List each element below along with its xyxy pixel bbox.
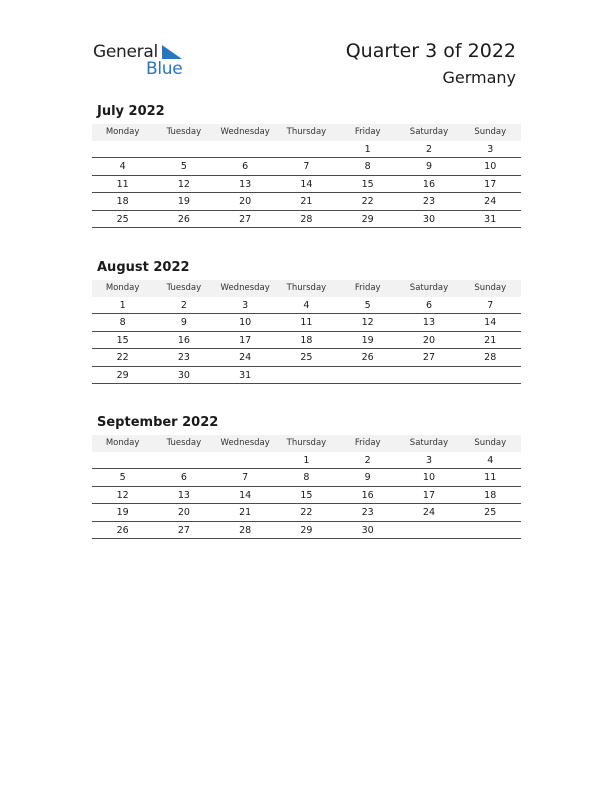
day-cell [398,367,459,383]
day-cell: 16 [422,178,435,190]
day-cell: 21 [300,196,313,208]
day-cell: 14 [239,489,252,501]
day-cell: 30 [361,524,374,536]
day-cell: 2 [425,144,432,155]
day-cell: 21 [239,507,252,519]
day-cell [92,452,153,468]
country-name: Germany [442,68,516,87]
day-cell: 1 [119,300,126,311]
month-calendar-july [92,103,521,228]
day-cell: 25 [116,213,129,225]
day-cell: 12 [116,489,129,501]
day-cell: 19 [177,196,190,208]
weekday-header-row [92,124,521,141]
day-cell: 5 [119,472,126,484]
weekday-label: Sunday [474,127,507,137]
weekday-label: Thursday [286,283,327,293]
day-cell: 29 [361,213,374,225]
weekday-label: Sunday [474,283,507,293]
day-cell: 19 [361,334,374,346]
day-cell: 25 [300,352,313,364]
weekday-label: Tuesday [166,283,202,293]
day-cell: 3 [487,144,494,155]
week-row [92,158,521,175]
day-cell: 20 [422,334,435,346]
day-cell: 26 [116,524,129,536]
day-cell: 27 [422,352,435,364]
month-title: July 2022 [97,104,165,119]
day-cell: 22 [300,507,313,519]
day-cell: 5 [364,300,371,311]
day-cell: 1 [303,455,310,466]
day-cell: 27 [177,524,190,536]
day-cell: 9 [364,472,371,484]
logo-triangle-icon [162,45,183,61]
weekday-label: Sunday [474,438,507,448]
weekday-label: Saturday [409,438,449,448]
day-cell: 16 [361,489,374,501]
day-cell: 15 [361,178,374,190]
day-cell [460,522,521,538]
day-cell: 22 [116,352,129,364]
weekday-label: Monday [105,283,140,293]
day-cell: 30 [177,369,190,381]
week-row [92,487,521,504]
day-cell: 1 [364,144,371,155]
day-cell [276,367,337,383]
day-cell: 15 [116,334,129,346]
day-cell: 7 [303,161,310,173]
week-row [92,314,521,331]
day-cell: 26 [177,213,190,225]
day-cell: 11 [116,178,129,190]
day-cell: 2 [180,300,187,311]
day-cell: 5 [180,161,187,173]
day-cell [153,141,214,157]
day-cell: 25 [484,507,497,519]
day-cell: 23 [177,352,190,364]
weekday-label: Thursday [286,438,327,448]
day-cell: 28 [300,213,313,225]
day-cell [92,141,153,157]
day-cell [153,452,214,468]
day-cell: 31 [484,213,497,225]
generalblue-logo [93,42,193,78]
day-cell [398,522,459,538]
day-cell: 13 [177,489,190,501]
day-cell: 2 [364,455,371,466]
day-cell: 10 [239,317,252,329]
day-cell: 31 [239,369,252,381]
day-cell: 14 [300,178,313,190]
day-cell: 18 [116,196,129,208]
week-row [92,452,521,469]
day-cell: 4 [119,161,126,173]
day-cell: 10 [422,472,435,484]
logo-text-blue: Blue [146,59,183,79]
weekday-label: Monday [105,438,140,448]
logo-text-general: General [93,42,158,62]
day-cell: 7 [242,472,249,484]
day-cell: 15 [300,489,313,501]
day-cell: 27 [239,213,252,225]
day-cell [276,141,337,157]
weekday-label: Thursday [286,127,327,137]
day-cell: 7 [487,300,494,311]
day-cell: 8 [303,472,310,484]
day-cell: 11 [484,472,497,484]
day-cell: 18 [484,489,497,501]
week-row [92,141,521,158]
day-cell: 12 [361,317,374,329]
weekday-label: Saturday [409,283,449,293]
week-row [92,211,521,228]
month-calendar-august [92,259,521,384]
day-cell: 24 [239,352,252,364]
day-cell: 8 [119,317,126,329]
day-cell [215,141,276,157]
week-row [92,297,521,314]
day-cell: 6 [242,161,249,173]
day-cell: 28 [484,352,497,364]
weekday-label: Friday [354,283,381,293]
week-row [92,469,521,486]
day-cell: 11 [300,317,313,329]
day-cell: 10 [484,161,497,173]
day-cell: 17 [422,489,435,501]
day-cell: 4 [487,455,494,466]
month-title: September 2022 [97,415,219,430]
day-cell: 28 [239,524,252,536]
weekday-label: Monday [105,127,140,137]
day-cell: 8 [364,161,371,173]
weekday-label: Wednesday [220,438,270,448]
weekday-label: Friday [354,438,381,448]
quarter-title: Quarter 3 of 2022 [345,40,516,62]
day-cell: 3 [425,455,432,466]
day-cell: 29 [300,524,313,536]
day-cell: 18 [300,334,313,346]
day-cell: 16 [177,334,190,346]
day-cell: 17 [239,334,252,346]
day-cell: 30 [422,213,435,225]
weekday-label: Saturday [409,127,449,137]
weekday-label: Friday [354,127,381,137]
day-cell: 21 [484,334,497,346]
week-row [92,176,521,193]
day-cell: 9 [180,317,187,329]
day-cell: 26 [361,352,374,364]
day-cell: 3 [242,300,249,311]
day-cell: 4 [303,300,310,311]
day-cell: 22 [361,196,374,208]
day-cell: 24 [484,196,497,208]
weekday-label: Tuesday [166,438,202,448]
day-cell: 23 [422,196,435,208]
day-cell: 20 [177,507,190,519]
week-row [92,522,521,539]
day-cell [460,367,521,383]
week-row [92,504,521,521]
weekday-label: Wednesday [220,283,270,293]
day-cell: 23 [361,507,374,519]
weekday-label: Wednesday [220,127,270,137]
day-cell: 29 [116,369,129,381]
month-title: August 2022 [97,260,190,275]
weekday-header-row [92,435,521,452]
day-cell: 17 [484,178,497,190]
day-cell: 6 [425,300,432,311]
day-cell: 6 [180,472,187,484]
day-cell: 14 [484,317,497,329]
month-calendar-september [92,414,521,539]
day-cell: 12 [177,178,190,190]
day-cell: 19 [116,507,129,519]
week-row [92,367,521,384]
day-cell [215,452,276,468]
week-row [92,349,521,366]
day-cell: 13 [422,317,435,329]
day-cell: 13 [239,178,252,190]
weekday-label: Tuesday [166,127,202,137]
day-cell: 9 [425,161,432,173]
day-cell: 20 [239,196,252,208]
day-cell: 24 [422,507,435,519]
day-cell [337,367,398,383]
week-row [92,193,521,210]
week-row [92,332,521,349]
weekday-header-row [92,280,521,297]
